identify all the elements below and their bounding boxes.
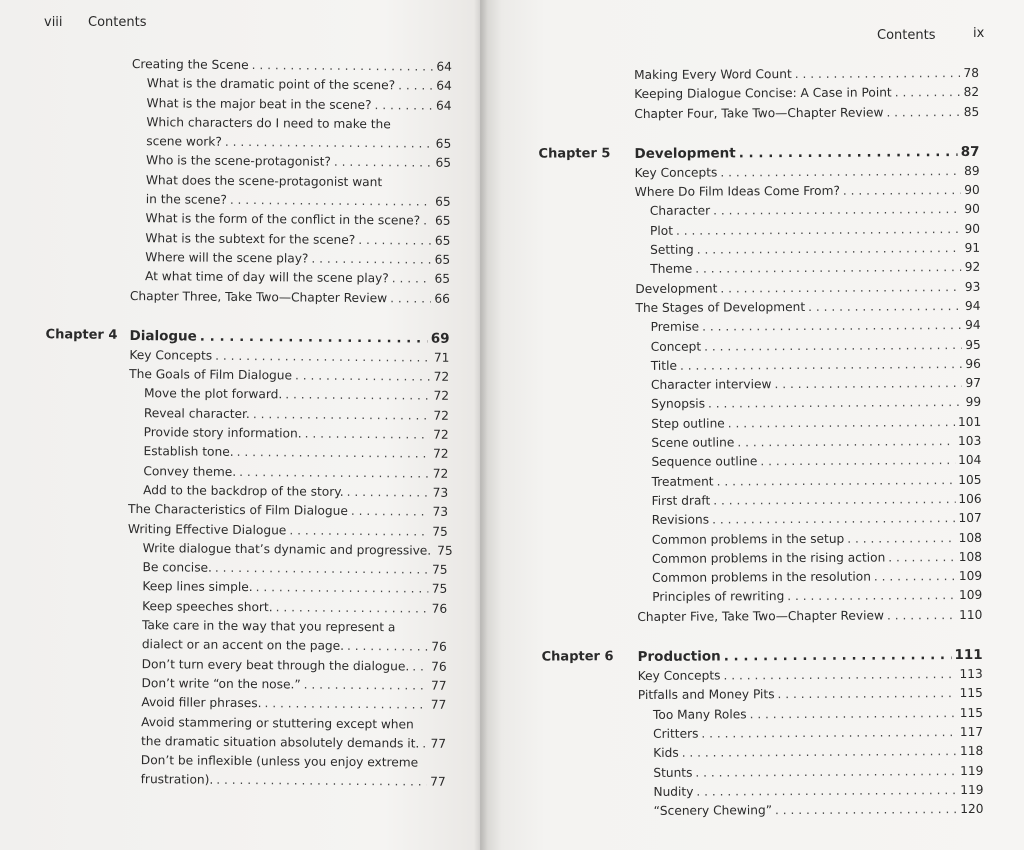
entry-title: The Goals of Film Dialogue bbox=[129, 367, 293, 383]
entry-title: Avoid stammering or stuttering except when bbox=[141, 714, 414, 731]
entry-page: 105 bbox=[958, 472, 982, 487]
entry-title: Creating the Scene bbox=[131, 56, 249, 73]
entry-page: 108 bbox=[958, 530, 982, 545]
entry-page: 78 bbox=[963, 65, 980, 80]
entry-page: 71 bbox=[433, 350, 450, 365]
toc-entry bbox=[636, 316, 981, 337]
toc-entry bbox=[126, 712, 446, 753]
entry-page: 76 bbox=[431, 639, 447, 655]
entry-page: 106 bbox=[958, 491, 982, 506]
entry-title: Convey theme. bbox=[143, 463, 237, 479]
toc-entry bbox=[634, 102, 979, 123]
dot-leader bbox=[682, 742, 957, 763]
entry-title: Scene outline bbox=[651, 435, 735, 450]
toc-entry bbox=[638, 703, 983, 724]
entry-title-continuation: dialect or an accent on the page. bbox=[141, 637, 345, 654]
entry-title: Add to the backdrop of the story. bbox=[143, 483, 344, 499]
left-folio: viii bbox=[44, 15, 63, 30]
entry-title: Key Concepts bbox=[637, 668, 721, 684]
entry-page: 77 bbox=[430, 775, 446, 790]
entry-page: 66 bbox=[434, 291, 450, 306]
dot-leader bbox=[701, 723, 957, 744]
dot-leader bbox=[351, 502, 430, 522]
entry-title-continuation-row bbox=[146, 132, 451, 154]
dot-leader bbox=[713, 200, 961, 221]
entry-title: Writing Effective Dialogue bbox=[127, 521, 287, 537]
toc-entry bbox=[636, 393, 981, 414]
entry-title: Common problems in the setup bbox=[651, 531, 845, 547]
dot-leader bbox=[695, 258, 962, 279]
dot-leader bbox=[390, 289, 431, 309]
entry-page: 72 bbox=[432, 446, 449, 462]
chapter-heading bbox=[538, 142, 980, 164]
entry-page: 77 bbox=[430, 697, 447, 712]
entry-page: 104 bbox=[958, 453, 982, 468]
entry-page: 109 bbox=[958, 569, 983, 584]
entry-title: Keep lines simple. bbox=[142, 579, 253, 595]
entry-page: 108 bbox=[958, 549, 983, 564]
entry-page: 118 bbox=[959, 744, 984, 759]
entry-title: Title bbox=[650, 358, 677, 373]
dot-leader bbox=[774, 374, 962, 394]
toc-entry bbox=[638, 665, 983, 686]
dot-leader bbox=[696, 781, 957, 802]
entry-title: Nudity bbox=[653, 784, 694, 799]
dot-leader bbox=[708, 393, 963, 414]
chapter-spacer bbox=[637, 625, 982, 647]
entry-title: Making Every Word Count bbox=[634, 67, 792, 82]
entry-page: 77 bbox=[430, 678, 447, 693]
toc-entry bbox=[635, 220, 980, 241]
dot-leader bbox=[895, 83, 961, 103]
entry-title: Synopsis bbox=[651, 397, 706, 412]
entry-title: Be concise. bbox=[142, 560, 213, 575]
entry-title: Step outline bbox=[651, 416, 725, 431]
chapter-page: 111 bbox=[954, 646, 983, 664]
entry-page: 103 bbox=[957, 433, 982, 449]
toc-entry bbox=[636, 335, 981, 356]
entry-page: 64 bbox=[435, 98, 452, 113]
entry-page: 97 bbox=[965, 376, 981, 391]
dot-leader bbox=[374, 96, 433, 116]
entry-page: 89 bbox=[964, 163, 980, 178]
entry-title: Key Concepts bbox=[634, 165, 718, 180]
entry-page: 91 bbox=[964, 240, 981, 256]
entry-title: Setting bbox=[650, 242, 694, 257]
entry-title-continuation: frustration). bbox=[140, 772, 214, 788]
entry-page: 75 bbox=[437, 543, 453, 558]
toc-entry bbox=[635, 258, 980, 279]
dot-leader bbox=[716, 471, 955, 492]
dot-leader bbox=[253, 405, 431, 426]
entry-title: Concept bbox=[650, 339, 702, 354]
dot-leader bbox=[423, 212, 432, 231]
entry-title: Write dialogue that’s dynamic and progressive. bbox=[142, 540, 432, 558]
toc-entry bbox=[635, 239, 980, 260]
entry-page: 75 bbox=[432, 524, 448, 539]
entry-page: 93 bbox=[964, 279, 981, 294]
entry-title: What is the major beat in the scene? bbox=[146, 95, 372, 112]
entry-page: 101 bbox=[957, 414, 982, 429]
entry-title: Kids bbox=[653, 745, 679, 761]
entry-title-continuation: the dramatic situation absolutely demands it. bbox=[140, 733, 420, 751]
entry-title: First draft bbox=[651, 493, 711, 508]
entry-page: 120 bbox=[960, 801, 984, 817]
dot-leader bbox=[676, 220, 962, 241]
chapter-number: Chapter 4 bbox=[45, 327, 118, 343]
chapter-number: Chapter 6 bbox=[541, 649, 614, 665]
toc-entry bbox=[635, 278, 980, 299]
entry-title: Where Do Film Ideas Come From? bbox=[634, 183, 840, 200]
entry-page: 65 bbox=[435, 136, 452, 151]
toc-entry bbox=[638, 781, 983, 802]
dot-leader bbox=[230, 191, 433, 212]
dot-leader bbox=[215, 559, 429, 580]
dot-leader bbox=[264, 694, 428, 715]
left-table-of-contents bbox=[45, 55, 453, 792]
entry-page: 95 bbox=[965, 337, 981, 352]
entry-page: 94 bbox=[964, 298, 981, 313]
entry-page: 90 bbox=[964, 221, 981, 236]
entry-page: 72 bbox=[433, 389, 450, 404]
entry-title: Character interview bbox=[650, 377, 772, 393]
entry-title: At what time of day will the scene play? bbox=[145, 269, 389, 286]
dot-leader bbox=[737, 432, 955, 453]
entry-title: Reveal character. bbox=[143, 405, 250, 421]
entry-page: 65 bbox=[434, 271, 451, 287]
entry-title-continuation-row bbox=[141, 770, 446, 792]
entry-title: The Characteristics of Film Dialogue bbox=[127, 502, 348, 519]
dot-leader bbox=[289, 521, 429, 542]
toc-entry bbox=[636, 471, 981, 492]
entry-title: Provide story information. bbox=[143, 425, 302, 441]
dot-leader bbox=[887, 606, 956, 626]
entry-title: Stunts bbox=[653, 765, 693, 780]
dot-leader bbox=[749, 704, 956, 725]
entry-page: 85 bbox=[963, 104, 980, 119]
entry-page: 73 bbox=[432, 485, 449, 500]
dot-leader bbox=[777, 684, 956, 704]
entry-page: 73 bbox=[432, 504, 449, 520]
entry-page: 119 bbox=[960, 763, 984, 778]
entry-page: 64 bbox=[436, 78, 452, 94]
chapter-number: Chapter 5 bbox=[538, 146, 611, 162]
entry-title: What does the scene-protagonist want bbox=[145, 172, 383, 189]
entry-page: 110 bbox=[959, 607, 983, 622]
entry-page: 65 bbox=[434, 214, 451, 229]
entry-title: Establish tone. bbox=[143, 444, 234, 460]
entry-title: Who is the scene-protagonist? bbox=[146, 153, 331, 170]
toc-entry bbox=[637, 528, 982, 549]
dot-leader bbox=[225, 133, 433, 154]
entry-page: 72 bbox=[433, 369, 450, 384]
toc-entry bbox=[131, 171, 451, 212]
entry-page: 77 bbox=[430, 736, 447, 751]
entry-page: 64 bbox=[436, 59, 452, 74]
dot-leader bbox=[347, 483, 430, 503]
entry-title: Keep speeches short. bbox=[142, 598, 273, 614]
chapter-spacer bbox=[130, 306, 450, 329]
dot-leader bbox=[215, 347, 431, 368]
toc-entry bbox=[130, 287, 450, 309]
toc-entry bbox=[637, 548, 982, 569]
dot-leader bbox=[739, 142, 958, 163]
dot-leader bbox=[847, 529, 955, 549]
entry-title: Common problems in the rising action bbox=[651, 550, 886, 566]
entry-title: Where will the scene play? bbox=[145, 250, 309, 266]
entry-page: 90 bbox=[964, 202, 980, 217]
toc-entry bbox=[637, 490, 982, 511]
entry-title: Take care in the way that you represent a bbox=[141, 618, 396, 635]
chapter-title: Dialogue bbox=[129, 327, 197, 345]
toc-entry bbox=[635, 297, 980, 318]
entry-page: 107 bbox=[958, 511, 982, 526]
entry-page: 72 bbox=[432, 466, 449, 481]
entry-page: 82 bbox=[963, 85, 980, 100]
toc-entry bbox=[635, 181, 980, 202]
entry-page: 99 bbox=[965, 395, 982, 410]
entry-title: Which characters do I need to make the bbox=[146, 115, 391, 132]
dot-leader bbox=[874, 567, 956, 587]
toc-entry bbox=[638, 761, 983, 782]
entry-page: 65 bbox=[434, 233, 451, 248]
entry-page: 72 bbox=[433, 427, 449, 442]
entry-title-continuation: in the scene? bbox=[145, 192, 227, 207]
toc-entry bbox=[127, 616, 447, 657]
entry-title: Plot bbox=[649, 223, 674, 238]
entry-page: 96 bbox=[965, 356, 981, 371]
entry-page: 109 bbox=[958, 588, 983, 603]
dot-leader bbox=[720, 278, 962, 299]
right-running-head: Contents bbox=[877, 28, 936, 43]
entry-page: 115 bbox=[959, 705, 983, 720]
toc-entry bbox=[638, 684, 983, 705]
dot-leader bbox=[720, 162, 961, 183]
dot-leader bbox=[724, 645, 952, 666]
entry-page: 76 bbox=[431, 659, 447, 674]
entry-title: Too Many Roles bbox=[652, 706, 747, 722]
dot-leader bbox=[712, 509, 956, 530]
entry-title-continuation-row bbox=[146, 190, 451, 212]
entry-page: 65 bbox=[435, 156, 452, 171]
entry-title: Don’t turn every beat through the dialogue. bbox=[141, 656, 410, 674]
chapter-heading bbox=[45, 326, 450, 349]
dot-leader bbox=[787, 586, 956, 606]
entry-page: 72 bbox=[433, 408, 449, 423]
entry-title: Don’t write “on the nose.” bbox=[141, 676, 301, 692]
dot-leader bbox=[795, 64, 961, 84]
dot-leader bbox=[276, 598, 429, 619]
right-table-of-contents bbox=[538, 64, 984, 821]
toc-entry bbox=[636, 413, 981, 434]
dot-leader bbox=[695, 762, 957, 783]
toc-entry bbox=[637, 586, 982, 607]
entry-title: What is the dramatic point of the scene? bbox=[146, 76, 396, 93]
entry-title: Chapter Five, Take Two—Chapter Review bbox=[637, 608, 884, 624]
dot-leader bbox=[422, 734, 427, 753]
entry-title: Common problems in the resolution bbox=[652, 569, 871, 586]
dot-leader bbox=[285, 386, 430, 407]
dot-leader bbox=[888, 548, 956, 568]
toc-entry bbox=[634, 83, 979, 104]
dot-leader bbox=[237, 443, 431, 464]
entry-title: The Stages of Development bbox=[635, 299, 806, 315]
entry-title: Critters bbox=[653, 726, 699, 741]
dot-leader bbox=[347, 637, 428, 657]
dot-leader bbox=[398, 77, 433, 97]
chapter-heading bbox=[541, 645, 983, 667]
dot-leader bbox=[843, 181, 961, 201]
entry-title: Sequence outline bbox=[651, 454, 758, 470]
dot-leader bbox=[304, 675, 428, 695]
entry-page: 113 bbox=[959, 666, 983, 682]
toc-entry bbox=[131, 113, 451, 154]
entry-title: Premise bbox=[650, 319, 700, 335]
dot-leader bbox=[704, 336, 962, 357]
entry-title: Don’t be inflexible (unless you enjoy extreme bbox=[140, 753, 419, 770]
chapter-title: Development bbox=[634, 145, 736, 162]
entry-page: 75 bbox=[431, 582, 448, 597]
dot-leader bbox=[680, 355, 962, 376]
entry-page: 92 bbox=[964, 260, 981, 275]
dot-leader bbox=[886, 103, 960, 123]
toc-entry bbox=[635, 200, 980, 221]
entry-page: 76 bbox=[431, 601, 448, 616]
entry-page: 115 bbox=[959, 686, 983, 701]
dot-leader bbox=[334, 153, 433, 173]
entry-title: Development bbox=[635, 281, 718, 296]
dot-leader bbox=[775, 800, 957, 820]
entry-title: What is the form of the conflict in the scene? bbox=[145, 211, 421, 228]
entry-title: Treatment bbox=[651, 474, 714, 489]
toc-entry bbox=[637, 567, 982, 588]
dot-leader bbox=[392, 270, 432, 290]
dot-leader bbox=[697, 239, 962, 260]
dot-leader bbox=[760, 451, 955, 471]
entry-title-continuation: scene work? bbox=[146, 134, 222, 149]
dot-leader bbox=[311, 250, 431, 270]
dot-leader bbox=[713, 490, 955, 511]
entry-page: 94 bbox=[965, 318, 981, 333]
chapter-title: Production bbox=[637, 648, 721, 666]
dot-leader bbox=[256, 579, 429, 600]
entry-title: Character bbox=[649, 204, 711, 219]
entry-page: 119 bbox=[960, 782, 984, 797]
dot-leader bbox=[252, 56, 434, 77]
entry-title: Move the plot forward. bbox=[143, 386, 283, 402]
entry-title: Theme bbox=[650, 262, 693, 277]
entry-title: Pitfalls and Money Pits bbox=[637, 687, 775, 703]
dot-leader bbox=[216, 771, 427, 792]
entry-page: 65 bbox=[435, 194, 451, 209]
toc-entry bbox=[126, 751, 446, 792]
dot-leader bbox=[358, 231, 432, 251]
toc-entry bbox=[636, 374, 981, 395]
dot-leader bbox=[295, 367, 431, 387]
toc-entry bbox=[635, 162, 980, 183]
chapter-spacer bbox=[634, 122, 979, 144]
toc-entry bbox=[638, 723, 983, 744]
entry-page: 65 bbox=[434, 252, 451, 267]
entry-title-continuation-row bbox=[141, 732, 446, 754]
dot-leader bbox=[808, 297, 962, 317]
toc-entry bbox=[636, 355, 981, 376]
book-gutter bbox=[474, 0, 488, 850]
entry-title: Key Concepts bbox=[129, 347, 213, 363]
left-running-head: Contents bbox=[88, 15, 147, 30]
right-folio: ix bbox=[973, 26, 985, 41]
dot-leader bbox=[305, 425, 431, 445]
entry-title: “Scenery Chewing” bbox=[653, 803, 773, 818]
entry-title: Keeping Dialogue Concise: A Case in Point bbox=[634, 85, 892, 102]
dot-leader bbox=[728, 413, 955, 434]
entry-title: Principles of rewriting bbox=[652, 589, 785, 605]
toc-entry bbox=[637, 606, 982, 627]
entry-title: Revisions bbox=[651, 512, 710, 528]
entry-page: 75 bbox=[431, 562, 448, 577]
dot-leader bbox=[723, 665, 956, 686]
toc-entry bbox=[638, 800, 983, 821]
dot-leader bbox=[702, 316, 962, 337]
entry-title: Avoid filler phrases. bbox=[141, 695, 262, 711]
toc-entry bbox=[636, 432, 981, 453]
dot-leader bbox=[200, 326, 428, 348]
dot-leader bbox=[239, 463, 430, 484]
toc-entry bbox=[637, 509, 982, 530]
entry-title-continuation-row bbox=[142, 635, 447, 657]
entry-page: 117 bbox=[959, 724, 984, 739]
toc-entry bbox=[638, 742, 983, 763]
chapter-page: 69 bbox=[430, 330, 450, 347]
entry-title: What is the subtext for the scene? bbox=[145, 230, 356, 247]
entry-title: Chapter Four, Take Two—Chapter Review bbox=[634, 105, 884, 121]
entry-page: 90 bbox=[964, 183, 980, 198]
toc-entry bbox=[634, 64, 979, 85]
toc-entry bbox=[636, 451, 981, 472]
entry-title: Chapter Three, Take Two—Chapter Review bbox=[129, 288, 388, 305]
chapter-page: 87 bbox=[960, 143, 980, 160]
dot-leader bbox=[412, 657, 428, 676]
